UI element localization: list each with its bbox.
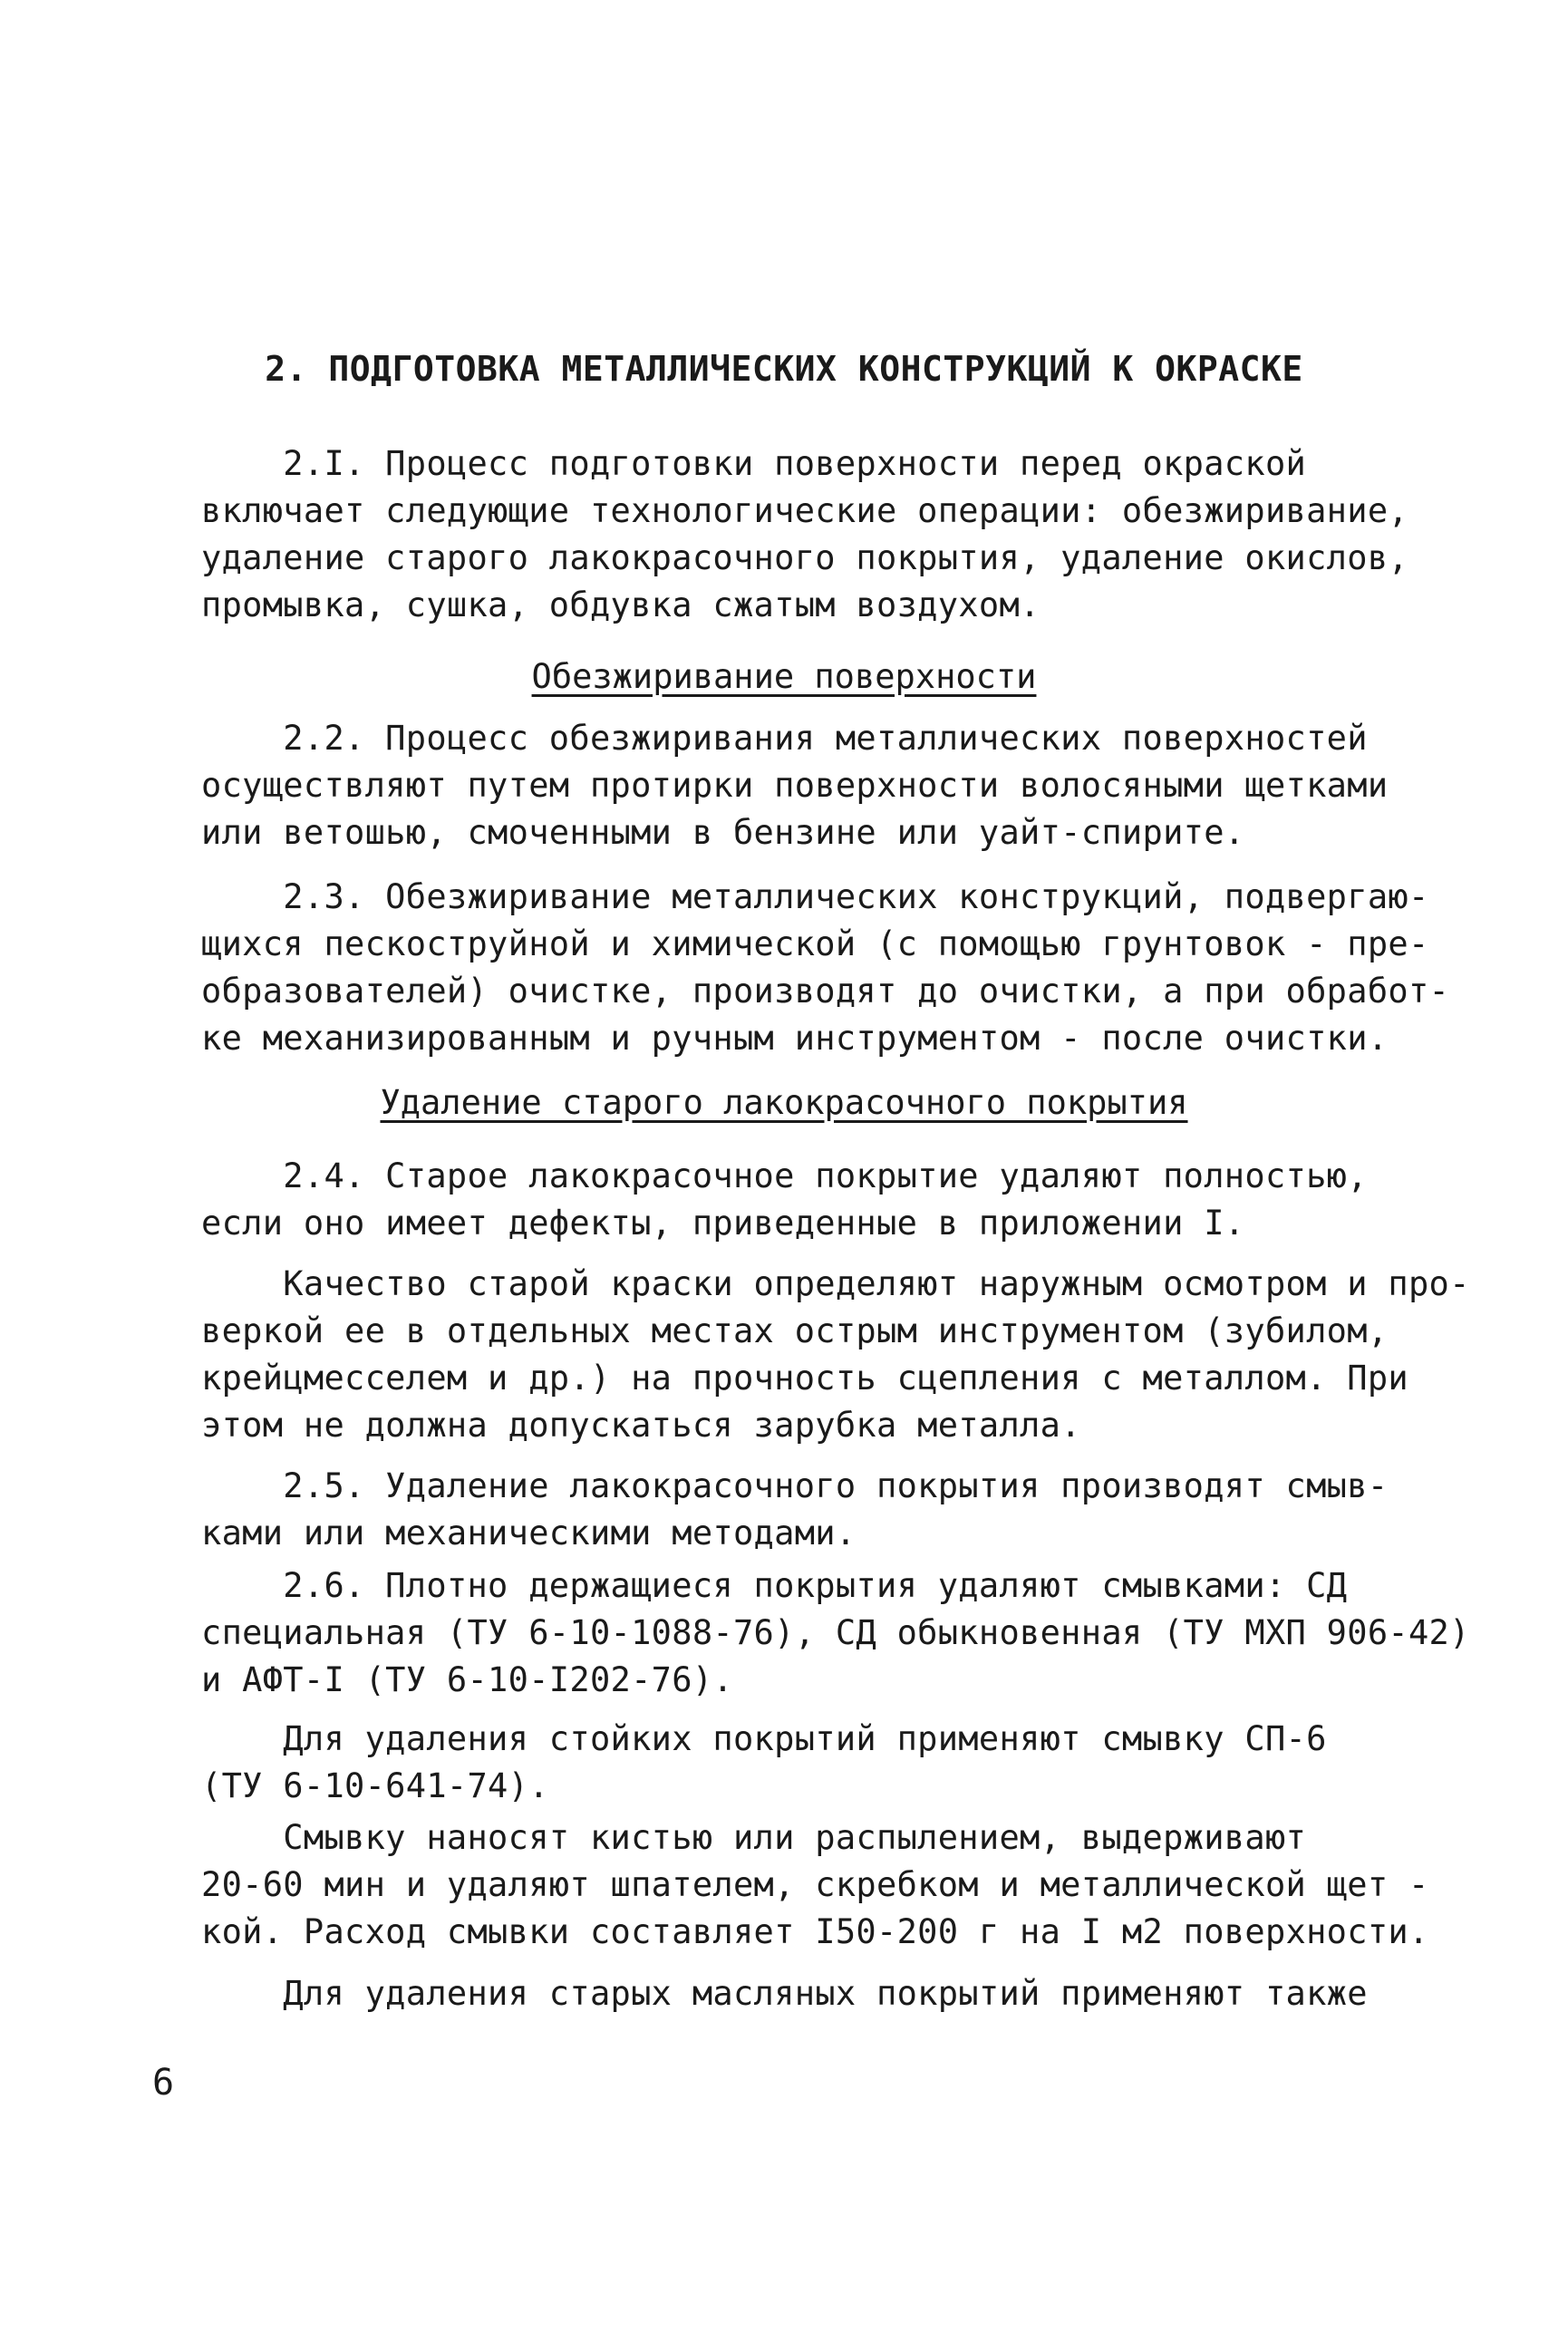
paragraph-2-6-line-3: и АФТ-I (ТУ 6-10-I202-76). (201, 1660, 733, 1699)
paragraph-2-2-line-3: или ветошью, смоченными в бензине или уайт-спирите. (201, 813, 1245, 852)
paragraph-2-6-line-1: 2.6. Плотно держащиеся покрытия удаляют смывками: СД (201, 1566, 1348, 1605)
paragraph-2-6-line-2: специальная (ТУ 6-10-1088-76), СД обыкновенная (ТУ МХП 906-42) (201, 1613, 1470, 1652)
paragraph-oil-line-1: Для удаления старых масляных покрытий применяют также (201, 1974, 1368, 2013)
paragraph-2-3-line-1: 2.3. Обезжиривание металлических конструкций, подвергаю- (201, 877, 1429, 916)
paragraph-2-1-line-3: удаление старого лакокрасочного покрытия, удаление окислов, (201, 538, 1408, 577)
paragraph-resistant-line-2: (ТУ 6-10-641-74). (201, 1766, 549, 1805)
paragraph-apply-line-1: Смывку наносят кистью или распылением, выдерживают (201, 1818, 1307, 1857)
paragraph-2-3-line-4: ке механизированным и ручным инструментом - после очистки. (201, 1019, 1389, 1058)
paragraph-2-1-line-1: 2.I. Процесс подготовки поверхности перед окраской (201, 444, 1307, 483)
paragraph-2-2-line-1: 2.2. Процесс обезжиривания металлических поверхностей (201, 719, 1368, 758)
paragraph-quality-line-2: веркой ее в отдельных местах острым инструментом (зубилом, (201, 1311, 1389, 1350)
paragraph-2-3-line-3: образователей) очистке, производят до очистки, а при обработ- (201, 972, 1450, 1011)
paragraph-apply-line-2: 20-60 мин и удаляют шпателем, скребком и металлической щет - (201, 1865, 1429, 1904)
paragraph-2-5-line-2: ками или механическими методами. (201, 1514, 857, 1553)
paragraph-quality-line-1: Качество старой краски определяют наружным осмотром и про- (201, 1264, 1470, 1303)
subheading-removal: Удаление старого лакокрасочного покрытия (380, 1083, 1188, 1122)
paragraph-resistant-line-1: Для удаления стойких покрытий применяют смывку СП-6 (201, 1719, 1327, 1758)
paragraph-2-5-line-1: 2.5. Удаление лакокрасочного покрытия производят смыв- (201, 1466, 1389, 1505)
paragraph-2-4-line-2: если оно имеет дефекты, приведенные в приложении I. (201, 1204, 1245, 1243)
paragraph-2-1-line-2: включает следующие технологические операции: обезжиривание, (201, 491, 1408, 530)
paragraph-2-2-line-2: осуществляют путем протирки поверхности волосяными щетками (201, 766, 1389, 805)
subheading-degreasing: Обезжиривание поверхности (531, 657, 1037, 696)
section-title: 2. ПОДГОТОВКА МЕТАЛЛИЧЕСКИХ КОНСТРУКЦИЙ К ОКРАСКЕ (265, 349, 1303, 389)
paragraph-2-1-line-4: промывка, сушка, обдувка сжатым воздухом. (201, 585, 1040, 624)
paragraph-quality-line-3: крейцмесселем и др.) на прочность сцепления с металлом. При (201, 1359, 1408, 1398)
paragraph-2-3-line-2: щихся пескоструйной и химической (с помощью грунтовок - пре- (201, 924, 1429, 963)
paragraph-quality-line-4: этом не должна допускаться зарубка металла. (201, 1406, 1081, 1445)
page-number: 6 (152, 2062, 175, 2104)
paragraph-apply-line-3: кой. Расход смывки составляет I50-200 г на I м2 поверхности. (201, 1912, 1429, 1951)
paragraph-2-4-line-1: 2.4. Старое лакокрасочное покрытие удаляют полностью, (201, 1156, 1368, 1195)
